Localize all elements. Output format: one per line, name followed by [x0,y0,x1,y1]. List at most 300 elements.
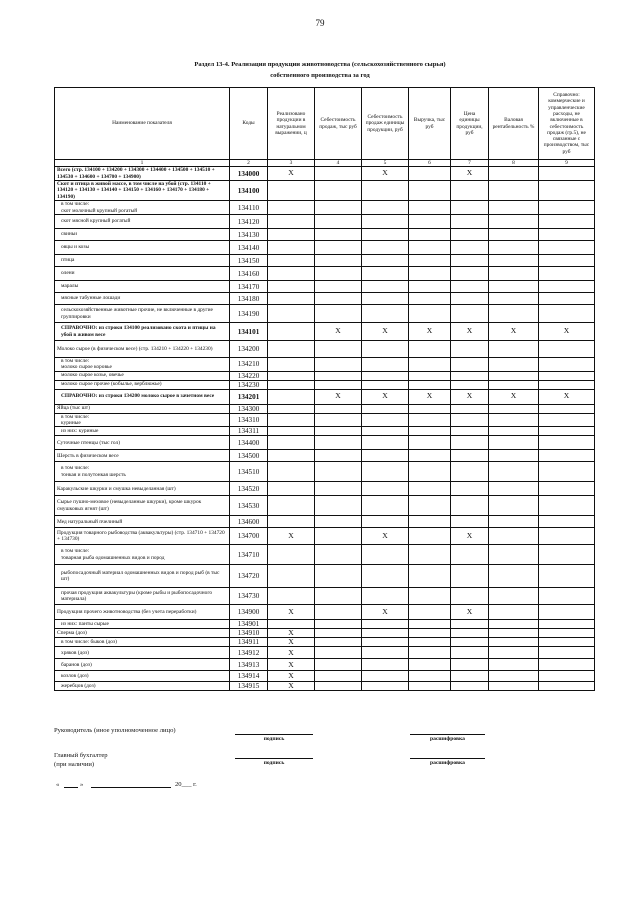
input-cell[interactable] [268,267,315,281]
input-cell[interactable] [409,682,451,691]
input-cell[interactable] [489,659,539,671]
crossed-cell: X [409,389,451,404]
crossed-cell: X [451,167,489,181]
input-cell[interactable] [539,167,595,181]
input-cell[interactable] [362,293,409,305]
input-cell[interactable] [409,629,451,638]
input-cell[interactable] [409,671,451,682]
input-cell[interactable] [315,181,362,201]
table-row [55,450,595,462]
input-cell[interactable] [315,358,362,372]
row-code: 134500 [230,450,268,462]
input-cell[interactable] [451,462,489,482]
input-cell[interactable] [409,545,451,565]
head-signature-line[interactable] [235,734,313,735]
input-cell[interactable] [315,565,362,588]
input-cell[interactable] [409,620,451,629]
table-row [55,436,595,450]
input-cell[interactable] [315,201,362,215]
input-cell[interactable] [451,181,489,201]
input-cell[interactable] [539,341,595,358]
input-cell[interactable] [451,293,489,305]
input-cell[interactable] [489,436,539,450]
input-cell[interactable] [539,305,595,323]
table-row [55,267,595,281]
input-cell[interactable] [451,371,489,380]
input-cell[interactable] [451,305,489,323]
input-cell[interactable] [409,371,451,380]
input-cell[interactable] [409,341,451,358]
input-cell[interactable] [315,528,362,545]
input-cell[interactable] [539,358,595,372]
input-cell[interactable] [362,647,409,659]
header-row [55,88,595,160]
input-cell[interactable] [409,588,451,605]
input-cell[interactable] [362,181,409,201]
input-cell[interactable] [362,413,409,427]
input-cell[interactable] [489,496,539,516]
input-cell[interactable] [315,659,362,671]
input-cell[interactable] [409,380,451,389]
input-cell[interactable] [409,659,451,671]
input-cell[interactable] [268,371,315,380]
input-cell[interactable] [315,427,362,436]
input-cell[interactable] [489,241,539,255]
input-cell[interactable] [268,413,315,427]
input-cell[interactable] [451,281,489,293]
input-cell[interactable] [315,496,362,516]
input-cell[interactable] [451,516,489,528]
input-cell[interactable] [539,516,595,528]
table-row [55,682,595,691]
input-cell[interactable] [315,404,362,413]
row-name: Молоко сырое (в физическом весе) (стр. 134210 + 134220 + 134230) [55,341,230,358]
input-cell[interactable] [315,371,362,380]
input-cell[interactable] [409,241,451,255]
input-cell[interactable] [489,528,539,545]
head-signature-caption: подпись [263,736,285,742]
input-cell[interactable] [451,450,489,462]
accountant-signature-caption: подпись [263,760,285,766]
input-cell[interactable] [409,267,451,281]
table-row [55,638,595,647]
input-cell[interactable] [409,255,451,267]
input-cell[interactable] [315,281,362,293]
input-cell[interactable] [489,358,539,372]
input-cell[interactable] [451,496,489,516]
input-cell[interactable] [409,496,451,516]
header-reference-expenses: Справочно: коммерческие и управленческие расходы, не включенные в себестоимость продаж (гр.5), не связанные с производством, тыс руб [539,88,595,160]
input-cell[interactable] [268,516,315,528]
input-cell[interactable] [268,482,315,496]
table-row [55,565,595,588]
crossed-cell: X [409,323,451,341]
input-cell[interactable] [268,323,315,341]
input-cell[interactable] [539,267,595,281]
input-cell[interactable] [362,436,409,450]
input-cell[interactable] [451,671,489,682]
input-cell[interactable] [539,482,595,496]
row-code: 134170 [230,281,268,293]
input-cell[interactable] [409,358,451,372]
input-cell[interactable] [409,482,451,496]
input-cell[interactable] [489,413,539,427]
input-cell[interactable] [268,293,315,305]
input-cell[interactable] [315,305,362,323]
input-cell[interactable] [489,181,539,201]
input-cell[interactable] [315,647,362,659]
input-cell[interactable] [489,516,539,528]
row-name: СПРАВОЧНО: из строки 134200 молоко сырое в зачетном весе [55,389,230,404]
input-cell[interactable] [489,647,539,659]
input-cell[interactable] [409,281,451,293]
input-cell[interactable] [409,215,451,229]
date-month-line[interactable] [91,787,171,788]
row-name: баранов (доз) [55,659,230,671]
input-cell[interactable] [451,482,489,496]
input-cell[interactable] [451,620,489,629]
input-cell[interactable] [362,545,409,565]
input-cell[interactable] [489,404,539,413]
input-cell[interactable] [489,229,539,241]
input-cell[interactable] [315,229,362,241]
input-cell[interactable] [539,380,595,389]
input-cell[interactable] [315,436,362,450]
input-cell[interactable] [315,380,362,389]
input-cell[interactable] [539,620,595,629]
input-cell[interactable] [451,638,489,647]
input-cell[interactable] [451,436,489,450]
input-cell[interactable] [268,380,315,389]
input-cell[interactable] [489,671,539,682]
column-number: 3 [268,160,315,167]
input-cell[interactable] [362,201,409,215]
input-cell[interactable] [451,629,489,638]
input-cell[interactable] [268,496,315,516]
crossed-cell: X [362,528,409,545]
input-cell[interactable] [489,255,539,267]
input-cell[interactable] [539,528,595,545]
input-cell[interactable] [409,605,451,620]
input-cell[interactable] [268,404,315,413]
input-cell[interactable] [451,404,489,413]
input-cell[interactable] [451,413,489,427]
input-cell[interactable] [539,201,595,215]
input-cell[interactable] [362,267,409,281]
input-cell[interactable] [451,565,489,588]
crossed-cell: X [539,389,595,404]
input-cell[interactable] [539,181,595,201]
input-cell[interactable] [451,545,489,565]
input-cell[interactable] [409,427,451,436]
date-day-line[interactable] [64,787,78,788]
input-cell[interactable] [268,545,315,565]
table-row [55,371,595,380]
input-cell[interactable] [539,281,595,293]
input-cell[interactable] [489,620,539,629]
input-cell[interactable] [315,241,362,255]
input-cell[interactable] [539,241,595,255]
input-cell[interactable] [362,215,409,229]
input-cell[interactable] [489,293,539,305]
column-number: 2 [230,160,268,167]
accountant-signature-line[interactable] [235,758,313,759]
input-cell[interactable] [539,588,595,605]
input-cell[interactable] [539,450,595,462]
input-cell[interactable] [409,413,451,427]
input-cell[interactable] [539,255,595,267]
input-cell[interactable] [539,682,595,691]
input-cell[interactable] [268,588,315,605]
input-cell[interactable] [539,671,595,682]
table-row [55,341,595,358]
row-code: 134101 [230,323,268,341]
input-cell[interactable] [315,267,362,281]
input-cell[interactable] [315,605,362,620]
input-cell[interactable] [315,629,362,638]
input-cell[interactable] [451,380,489,389]
input-cell[interactable] [315,682,362,691]
input-cell[interactable] [451,267,489,281]
row-name: Сперма (доз) [55,629,230,638]
table-row [55,323,595,341]
input-cell[interactable] [362,516,409,528]
input-cell[interactable] [315,450,362,462]
input-cell[interactable] [362,620,409,629]
input-cell[interactable] [409,181,451,201]
head-decode-line[interactable] [410,734,485,735]
input-cell[interactable] [539,229,595,241]
input-cell[interactable] [409,450,451,462]
input-cell[interactable] [489,638,539,647]
row-name: птица [55,255,230,267]
input-cell[interactable] [268,241,315,255]
input-cell[interactable] [362,427,409,436]
input-cell[interactable] [268,462,315,482]
input-cell[interactable] [451,255,489,267]
input-cell[interactable] [315,588,362,605]
table-row [55,605,595,620]
input-cell[interactable] [409,647,451,659]
input-cell[interactable] [451,201,489,215]
input-cell[interactable] [315,516,362,528]
input-cell[interactable] [268,565,315,588]
input-cell[interactable] [489,629,539,638]
input-cell[interactable] [268,450,315,462]
row-code: 134000 [230,167,268,181]
table-row [55,241,595,255]
input-cell[interactable] [489,267,539,281]
crossed-cell: X [268,647,315,659]
crossed-cell: X [451,528,489,545]
input-cell[interactable] [539,427,595,436]
input-cell[interactable] [539,462,595,482]
input-cell[interactable] [489,588,539,605]
input-cell[interactable] [539,215,595,229]
input-cell[interactable] [489,605,539,620]
input-cell[interactable] [409,229,451,241]
input-cell[interactable] [362,450,409,462]
table-row [55,462,595,482]
input-cell[interactable] [315,341,362,358]
input-cell[interactable] [451,341,489,358]
input-cell[interactable] [489,482,539,496]
input-cell[interactable] [362,281,409,293]
input-cell[interactable] [489,167,539,181]
input-cell[interactable] [315,482,362,496]
input-cell[interactable] [409,516,451,528]
input-cell[interactable] [315,293,362,305]
input-cell[interactable] [315,215,362,229]
row-name: Продукция прочего животноводства (без учета переработки) [55,605,230,620]
table-row [55,629,595,638]
input-cell[interactable] [315,167,362,181]
input-cell[interactable] [409,404,451,413]
row-code: 134914 [230,671,268,682]
input-cell[interactable] [489,462,539,482]
row-name: в том числе: молоко сырое коровье [55,358,230,372]
input-cell[interactable] [362,305,409,323]
input-cell[interactable] [489,450,539,462]
input-cell[interactable] [268,215,315,229]
input-cell[interactable] [409,201,451,215]
input-cell[interactable] [409,436,451,450]
input-cell[interactable] [409,462,451,482]
input-cell[interactable] [268,436,315,450]
input-cell[interactable] [362,404,409,413]
input-cell[interactable] [268,181,315,201]
input-cell[interactable] [362,659,409,671]
input-cell[interactable] [409,305,451,323]
input-cell[interactable] [539,565,595,588]
input-cell[interactable] [362,229,409,241]
input-cell[interactable] [362,638,409,647]
input-cell[interactable] [315,462,362,482]
input-cell[interactable] [268,255,315,267]
input-cell[interactable] [539,413,595,427]
input-cell[interactable] [409,528,451,545]
input-cell[interactable] [539,659,595,671]
input-cell[interactable] [315,638,362,647]
row-name: прочая продукция аквакультуры (кроме рыбы и рыбопосадочного материала) [55,588,230,605]
input-cell[interactable] [268,281,315,293]
input-cell[interactable] [362,341,409,358]
accountant-decode-line[interactable] [410,758,485,759]
input-cell[interactable] [539,436,595,450]
input-cell[interactable] [489,682,539,691]
input-cell[interactable] [315,545,362,565]
input-cell[interactable] [362,565,409,588]
input-cell[interactable] [451,682,489,691]
input-cell[interactable] [315,255,362,267]
input-cell[interactable] [539,293,595,305]
input-cell[interactable] [539,629,595,638]
input-cell[interactable] [451,241,489,255]
row-name: Каракульские шкурки и смушка невыделанная (шт) [55,482,230,496]
input-cell[interactable] [489,427,539,436]
input-cell[interactable] [268,201,315,215]
input-cell[interactable] [451,215,489,229]
input-cell[interactable] [539,404,595,413]
row-name: свиньи [55,229,230,241]
input-cell[interactable] [489,341,539,358]
input-cell[interactable] [451,588,489,605]
input-cell[interactable] [539,605,595,620]
input-cell[interactable] [489,545,539,565]
input-cell[interactable] [539,638,595,647]
input-cell[interactable] [268,305,315,323]
input-cell[interactable] [362,380,409,389]
input-cell[interactable] [362,671,409,682]
row-code: 134180 [230,293,268,305]
table-row [55,305,595,323]
input-cell[interactable] [315,413,362,427]
head-label: Руководитель (иное уполномоченное лицо) [54,727,176,734]
input-cell[interactable] [268,389,315,404]
input-cell[interactable] [268,620,315,629]
input-cell[interactable] [268,427,315,436]
input-cell[interactable] [539,545,595,565]
input-cell[interactable] [409,167,451,181]
row-code: 134150 [230,255,268,267]
input-cell[interactable] [489,380,539,389]
input-cell[interactable] [451,659,489,671]
input-cell[interactable] [451,229,489,241]
input-cell[interactable] [362,255,409,267]
input-cell[interactable] [539,371,595,380]
input-cell[interactable] [451,358,489,372]
input-cell[interactable] [489,565,539,588]
row-code: 134913 [230,659,268,671]
input-cell[interactable] [268,358,315,372]
crossed-cell: X [315,323,362,341]
accountant-label: Главный бухгалтер [54,752,108,759]
input-cell[interactable] [362,241,409,255]
input-cell[interactable] [451,647,489,659]
input-cell[interactable] [489,281,539,293]
input-cell[interactable] [362,462,409,482]
input-cell[interactable] [539,496,595,516]
input-cell[interactable] [362,371,409,380]
input-cell[interactable] [539,647,595,659]
input-cell[interactable] [362,496,409,516]
input-cell[interactable] [489,215,539,229]
row-code: 134901 [230,620,268,629]
crossed-cell: X [268,682,315,691]
input-cell[interactable] [362,482,409,496]
input-cell[interactable] [362,358,409,372]
crossed-cell: X [362,167,409,181]
input-cell[interactable] [489,201,539,215]
input-cell[interactable] [362,682,409,691]
crossed-cell: X [268,605,315,620]
header-unit-price: Цена единицы продукции, руб [451,88,489,160]
input-cell[interactable] [409,565,451,588]
input-cell[interactable] [362,629,409,638]
input-cell[interactable] [268,341,315,358]
input-cell[interactable] [489,305,539,323]
input-cell[interactable] [489,371,539,380]
column-number: 5 [362,160,409,167]
input-cell[interactable] [315,620,362,629]
crossed-cell: X [362,323,409,341]
input-cell[interactable] [362,588,409,605]
input-cell[interactable] [451,427,489,436]
input-cell[interactable] [268,229,315,241]
input-cell[interactable] [409,638,451,647]
input-cell[interactable] [409,293,451,305]
input-cell[interactable] [315,671,362,682]
